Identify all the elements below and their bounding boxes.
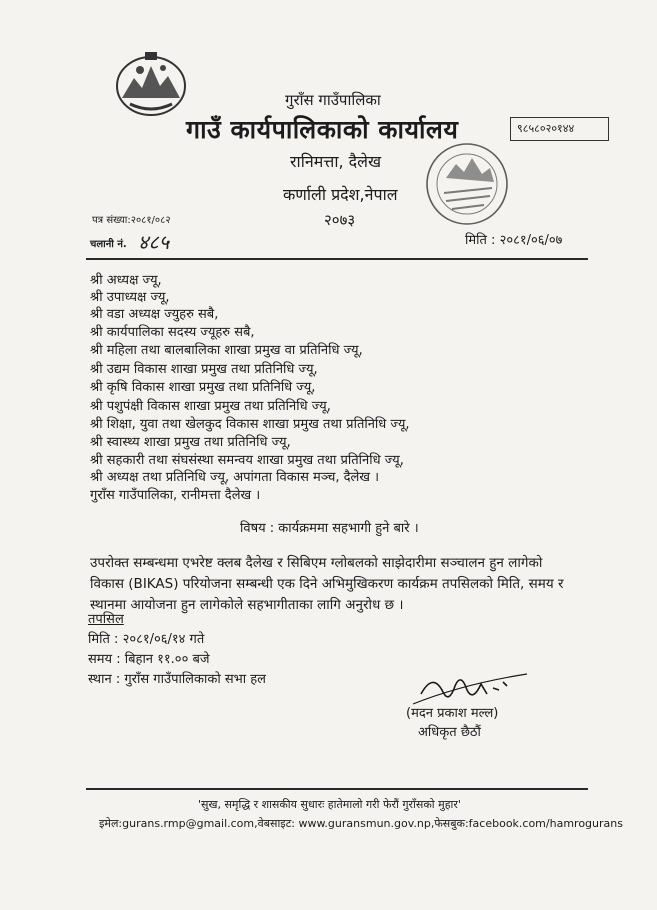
recipient-line: श्री महिला तथा बालबालिका शाखा प्रमुख वा प्रतिनिधि ज्यू, [90,343,363,358]
org-small-title: गुराँस गाउँपालिका [285,91,381,109]
body-line: विकास (BIKAS) परियोजना सम्बन्धी एक दिने अभिमुखिकरण कार्यक्रम तपसिलको मिति, समय र [90,576,564,592]
recipient-line: श्री अध्यक्ष तथा प्रतिनिधि ज्यू, अपांगता विकास मञ्च, दैलेख । [90,470,380,485]
body-paragraph [90,553,563,616]
schedule-time: समय : बिहान ११.०० बजे [88,652,210,667]
schedule-venue: स्थान : गुराँस गाउँपालिकाको सभा हल [88,672,266,687]
letter-date: मिति : २०८१/०६/०७ [465,233,563,248]
recipient-line: श्री सहकारी तथा संघसंस्था समन्वय शाखा प्रमुख तथा प्रतिनिधि ज्यू, [90,453,404,468]
dispatch-label: चलानी नं. [90,239,127,250]
recipient-line: श्री अध्यक्ष ज्यू, [90,273,162,288]
recipient-line: श्री पशुपंक्षी विकास शाखा प्रमुख तथा प्रतिनिधि ज्यू, [90,399,331,414]
address-line-1: रानिमत्ता, दैलेख [290,152,382,171]
schedule-block [88,610,266,690]
footer-contact: इमेल:gurans.rmp@gmail.com,वेबसाइट: www.guransmun.gov.np,फेसबुक:facebook.com/hamrogurans [99,817,623,830]
body-line: स्थानमा आयोजना हुन लागेकोले सहभागीताका लागि अनुरोध छ । [90,597,404,613]
office-stamp-icon [424,138,510,230]
letter-number: पत्र संख्या:२०८१/०८२ [92,215,171,226]
footer-divider [86,788,588,790]
dispatch-number: ४८५ [138,230,170,254]
recipient-line: गुराँस गाउँपालिका, रानीमत्ता दैलेख । [90,488,261,503]
nepal-government-emblem-icon [112,48,190,120]
recipient-line: श्री शिक्षा, युवा तथा खेलकुद विकास शाखा प्रमुख तथा प्रतिनिधि ज्यू, [90,417,410,432]
body-line: उपरोक्त सम्बन्धमा एभरेष्ट क्लब दैलेख र सिबिएम ग्लोबलको साझेदारीमा सञ्चालन हुन लागेको [90,555,543,571]
recipient-line: श्री कार्यपालिका सदस्य ज्यूहरु सबै, [90,325,255,340]
recipient-line: श्री स्वास्थ्य शाखा प्रमुख तथा प्रतिनिधि ज्यू, [90,435,291,450]
footer-motto: 'सुख, समृद्धि र शासकीय सुधारः हातेमालो गरी फेरौं गुराँसको मुहार' [198,798,461,811]
schedule-date: मिति : २०८१/०६/१४ गते [88,632,205,647]
phone-box: ९८५८०२०१४४ [510,117,609,141]
org-main-title: गाउँ कार्यपालिकाको कार्यालय [186,115,459,144]
signatory-name: (मदन प्रकाश मल्ल) [406,706,499,721]
subject-line: विषय : कार्यक्रममा सहभागी हुने बारे । [240,521,419,536]
signatory-title: अधिकृत छैठौं [418,725,481,740]
established-year: २०७३ [324,211,356,229]
recipient-line: श्री उपाध्यक्ष ज्यू, [90,290,170,305]
address-line-2: कर्णाली प्रदेश,नेपाल [283,185,398,204]
recipient-line: श्री कृषि विकास शाखा प्रमुख तथा प्रतिनिधि ज्यू, [90,380,316,395]
recipient-line: श्री उद्यम विकास शाखा प्रमुख तथा प्रतिनिधि ज्यू, [90,362,318,377]
header-divider [86,258,588,260]
schedule-heading: तपसिल [88,612,124,627]
recipient-line: श्री वडा अध्यक्ष ज्युहरु सबै, [90,307,219,322]
